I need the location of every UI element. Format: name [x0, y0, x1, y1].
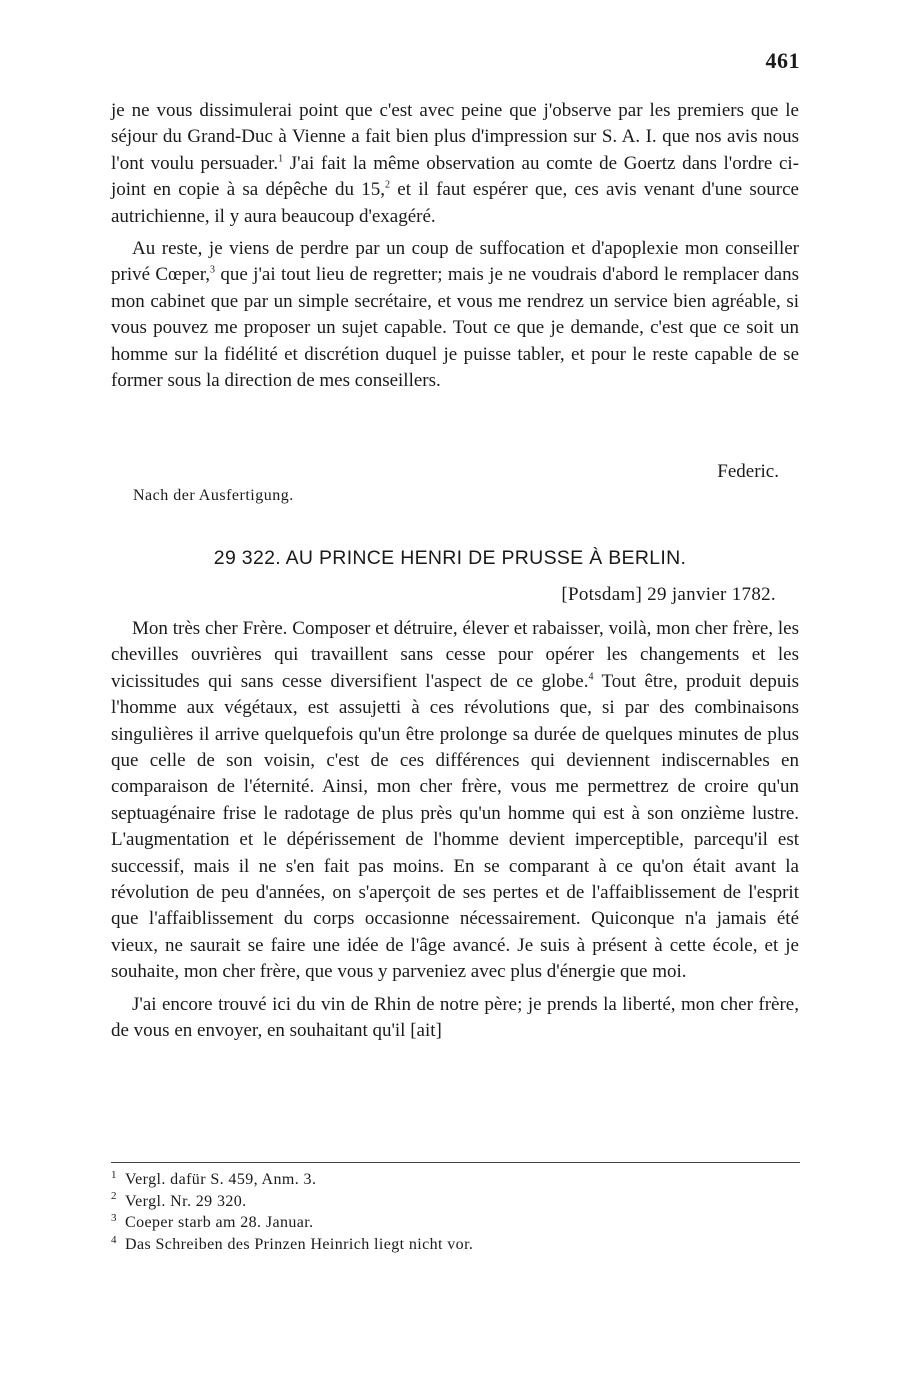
- text-run: je ne vous dissimulerai point que c'est avec peine que j'observe par les premiers que le séjour du Grand-Duc à Vienne a fait bien plus d'impression sur S. A. I. que nos avis nous l'ont voulu persuader.: [111, 100, 799, 174]
- document-body: [111, 616, 799, 1045]
- footnotes: [111, 1169, 711, 1256]
- footnote: 1 Vergl. dafür S. 459, Anm. 3.: [111, 1168, 317, 1188]
- text-run: Tout être, produit depuis l'homme aux végétaux, est assujetti à ces révolutions que, si par des combinaisons singulières il arrive quelquefois qu'un être prolonge sa durée de quelques minutes de plus que celle de son voisin, c'est de ces différences qui deviennent indiscernables en comparaison de l'éternité. Ainsi, mon cher frère, vous me permettrez de croire qu'un septuagénaire frise le radotage de plus près qu'un homme qui est à son onzième lustre. L'augmentation et le dépérissement de l'homme devient imperceptible, parcequ'il est successif, mais il ne s'en fait pas moins. En se comparant à ce qu'on était avant la révolution de peu d'années, on s'aperçoit de ses pertes et de l'affaiblissement de l'esprit que l'affaiblissement du corps occasionne nécessairement. Quiconque n'a jamais été vieux, ne saurait se faire une idée de l'âge avancé. Je suis à présent à cette école, et je souhaite, mon cher frère, que vous y parveniez avec plus d'énergie que moi.: [111, 670, 799, 983]
- footnote: 4 Das Schreiben des Prinzen Heinrich liegt nicht vor.: [111, 1233, 474, 1254]
- footnote-text: Vergl. Nr. 29 320.: [125, 1192, 247, 1210]
- footnote-reference: 1: [278, 153, 284, 165]
- text-run: Mon très cher Frère. Composer et détruire, élever et rabaisser, voilà, mon cher frère, les chevilles ouvrières qui travaillent sans cesse pour opérer les changements et les vicissitudes qui sans cesse diversifient l'aspect de ce globe.: [111, 618, 799, 692]
- footnote-reference: 2: [385, 179, 391, 191]
- footnote-reference: 3: [210, 265, 216, 277]
- footnote-text: Coeper starb am 28. Januar.: [125, 1214, 314, 1232]
- footnote-reference: 4: [588, 671, 594, 683]
- footnote: 2 Vergl. Nr. 29 320.: [111, 1190, 247, 1210]
- text-run: Au reste, je viens de perdre par un coup de suffocation et d'apoplexie mon conseiller privé Cœper,: [111, 238, 799, 286]
- text-run: que j'ai tout lieu de regretter; mais je ne voudrais d'abord le remplacer dans mon cabinet que par un simple secrétaire, et vous me rendrez un service bien agréable, si vous pouvez me proposer un sujet capable. Tout ce que je demande, c'est que ce soit un homme sur la fidélité et discrétion duquel je puisse tabler, et pour le reste capable de se former sous la direction de mes conseillers.: [111, 264, 800, 392]
- text-run: J'ai encore trouvé ici du vin de Rhin de notre père; je prends la liberté, mon cher frère, de vous en envoyer, en souhaitant qu'il [ait]: [111, 993, 799, 1042]
- footnote-text: Das Schreiben des Prinzen Heinrich liegt nicht vor.: [125, 1236, 474, 1254]
- letter-paragraph: [111, 98, 799, 230]
- document-paragraph: [111, 616, 799, 986]
- footnote-divider: [111, 1162, 800, 1163]
- document-heading: 29 322. AU PRINCE HENRI DE PRUSSE À BERLIN.: [213, 547, 687, 569]
- document-paragraph: [111, 992, 799, 1045]
- text-run: J'ai fait la même observation au comte de Goertz dans l'ordre ci-joint en copie à sa dépêche du 15,: [111, 152, 799, 201]
- signature: Federic.: [717, 461, 779, 482]
- text-run: et il faut espérer que, ces avis venant d'une source autrichienne, il y aura beaucoup d'exagéré.: [111, 179, 799, 227]
- letter-continuation: [111, 98, 799, 394]
- footnote: 3 Coeper starb am 28. Januar.: [111, 1212, 314, 1232]
- source-note: Nach der Ausfertigung.: [133, 487, 294, 504]
- footnote-text: Vergl. dafür S. 459, Anm. 3.: [125, 1171, 317, 1188]
- document-date: [Potsdam] 29 janvier 1782.: [561, 584, 776, 605]
- page-number: 461: [765, 48, 800, 73]
- letter-paragraph: [111, 236, 799, 394]
